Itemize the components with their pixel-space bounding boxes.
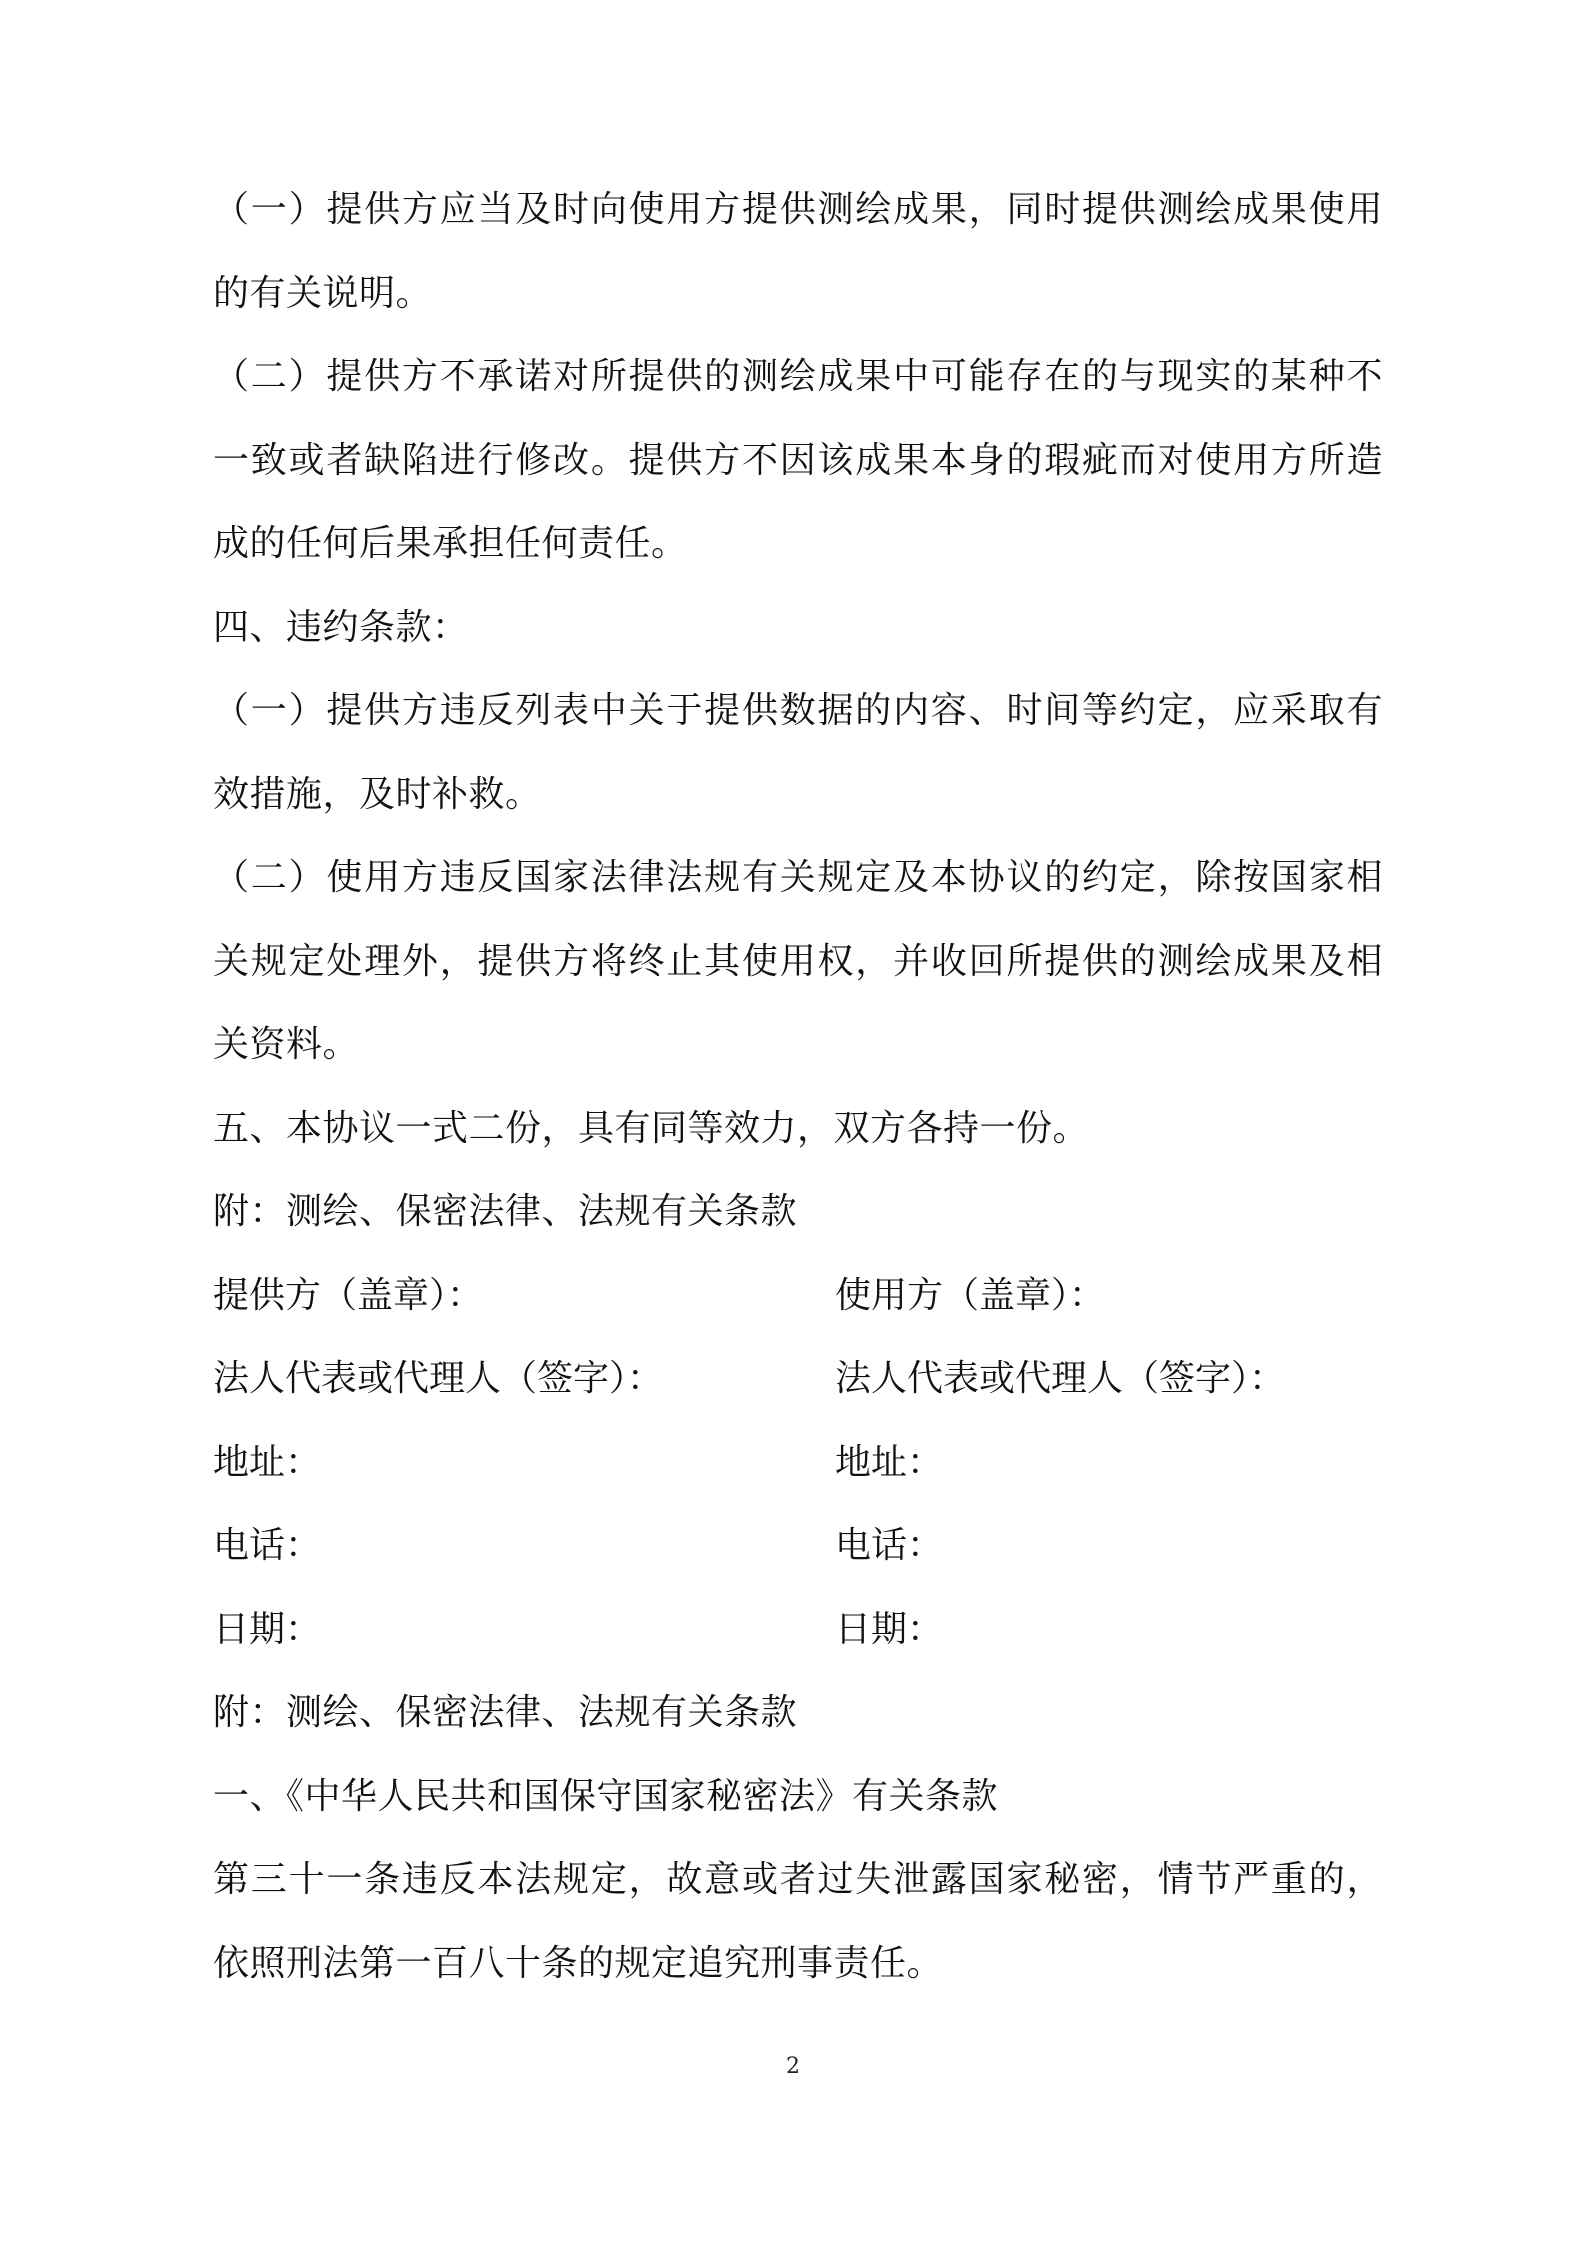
document-body: [213, 168, 1383, 2005]
law-title: 一、《中华人民共和国保守国家秘密法》有关条款: [213, 1775, 999, 1817]
provider-seal-label: 提供方（盖章）：: [213, 1274, 484, 1316]
text-line: 的有关说明。: [213, 272, 433, 314]
provider-date-label: 日期：: [213, 1608, 322, 1650]
signature-row-address: [213, 1421, 1383, 1505]
provider-phone-label: 电话：: [213, 1525, 322, 1566]
text-line: （二）提供方不承诺对所提供的测绘成果中可能存在的与现实的某种不: [213, 356, 1383, 397]
user-date-label: 日期：: [835, 1608, 944, 1650]
user-seal-label: 使用方（盖章）：: [835, 1274, 1106, 1316]
clause-copies: 五、本协议一式二份，具有同等效力，双方各持一份。: [213, 1107, 1090, 1149]
text-line: 依照刑法第一百八十条的规定追究刑事责任。: [213, 1942, 944, 1984]
user-phone-label: 电话：: [835, 1525, 944, 1566]
text-line: （一）提供方违反列表中关于提供数据的内容、时间等约定，应采取有: [213, 690, 1383, 731]
text-line: （一）提供方应当及时向使用方提供测绘成果，同时提供测绘成果使用: [213, 189, 1383, 230]
text-line: 第三十一条违反本法规定，故意或者过失泄露国家秘密，情节严重的，: [213, 1859, 1383, 1900]
signature-row-representative: [213, 1337, 1383, 1421]
section-heading-breach: 四、违约条款：: [213, 606, 469, 648]
user-representative-label: 法人代表或代理人（签字）：: [835, 1358, 1286, 1399]
user-address-label: 地址：: [835, 1441, 944, 1483]
text-line: 关资料。: [213, 1024, 360, 1065]
text-line: 关规定处理外，提供方将终止其使用权，并收回所提供的测绘成果及相: [213, 940, 1383, 982]
text-line: 一致或者缺陷进行修改。提供方不因该成果本身的瑕疵而对使用方所造: [213, 439, 1383, 481]
provider-representative-label: 法人代表或代理人（签字）：: [213, 1358, 664, 1399]
signature-row-seal: [213, 1254, 1383, 1338]
text-line: 效措施，及时补救。: [213, 773, 542, 815]
text-line: 成的任何后果承担任何责任。: [213, 523, 688, 564]
signature-row-date: [213, 1588, 1383, 1672]
appendix-heading: 附：测绘、保密法律、法规有关条款: [213, 1692, 798, 1733]
signature-row-phone: [213, 1504, 1383, 1588]
appendix-note: 附：测绘、保密法律、法规有关条款: [213, 1191, 798, 1232]
page-number: 2: [786, 2054, 800, 2079]
provider-address-label: 地址：: [213, 1441, 322, 1483]
text-line: （二）使用方违反国家法律法规有关规定及本协议的约定，除按国家相: [213, 857, 1383, 898]
